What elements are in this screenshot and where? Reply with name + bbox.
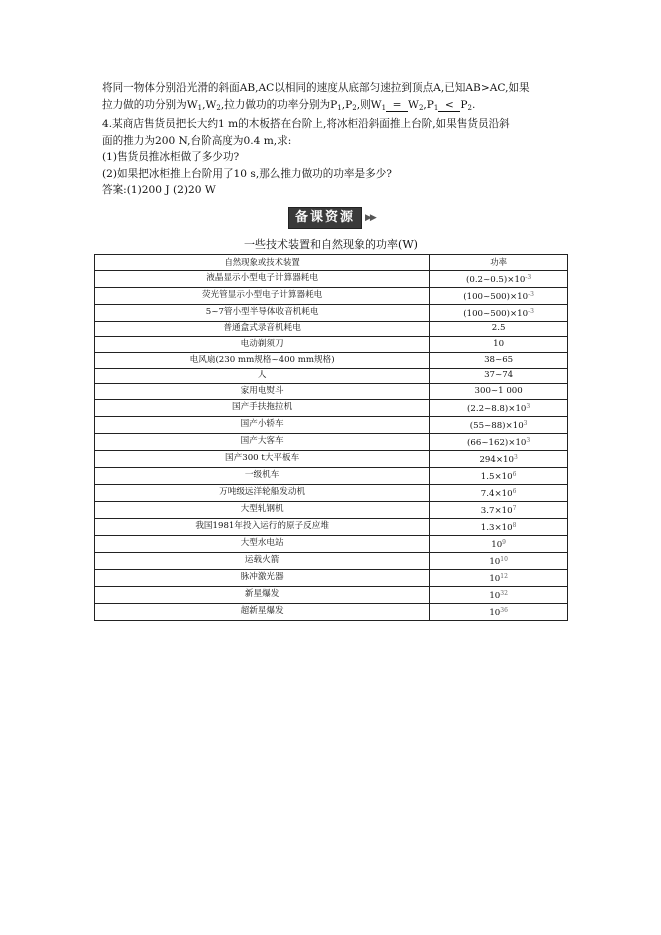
table-row — [95, 586, 568, 603]
item-cell: 我国1981年投入运行的原子反应堆 — [95, 518, 430, 535]
table-header-row — [95, 255, 568, 271]
power-cell — [430, 368, 568, 384]
power-value: 10 — [489, 590, 501, 601]
item-cell: 脉冲激光器 — [95, 569, 430, 586]
power-value: 3.7×10 — [480, 505, 513, 516]
power-exponent: 6 — [512, 487, 517, 495]
table-row — [95, 416, 568, 433]
table-row — [95, 603, 568, 620]
table-row — [95, 569, 568, 586]
text-line: (1)售货员推冰柜做了多少功? — [102, 151, 240, 163]
power-exponent: 10 — [500, 555, 508, 563]
text-line: 4.某商店售货员把长大约1 m的木板搭在台阶上,将冰柜沿斜面推上台阶,如果售货员沿斜 — [102, 118, 510, 130]
item-cell: 国产小轿车 — [95, 416, 430, 433]
power-exponent: 3 — [526, 402, 531, 410]
item-cell: 5~7管小型半导体收音机耗电 — [95, 304, 430, 321]
power-value: 7.4×10 — [480, 488, 513, 499]
power-cell — [430, 304, 568, 321]
power-cell — [430, 535, 568, 552]
power-value: 38~65 — [484, 354, 514, 365]
item-cell: 电风扇(230 mm规格~400 mm规格) — [95, 352, 430, 368]
power-exponent: 3 — [526, 436, 531, 444]
power-cell — [430, 384, 568, 400]
item-cell: 超新星爆发 — [95, 603, 430, 620]
power-exponent: 8 — [512, 521, 517, 529]
power-cell — [430, 270, 568, 287]
power-value: 10 — [489, 556, 501, 567]
column-header: 功率 — [430, 255, 568, 271]
text-line: 面的推力为200 N,台阶高度为0.4 m,求: — [102, 134, 292, 147]
answer-blank: = — [386, 99, 408, 112]
power-exponent: -3 — [525, 273, 532, 281]
table-row — [95, 501, 568, 518]
power-value: 10 — [489, 573, 501, 584]
power-cell — [430, 501, 568, 518]
power-value: 294×10 — [479, 454, 514, 465]
power-cell — [430, 484, 568, 501]
item-cell: 国产手扶拖拉机 — [95, 399, 430, 416]
item-cell: 荧光管显示小型电子计算器耗电 — [95, 287, 430, 304]
power-value: (55~88)×10 — [469, 420, 524, 431]
power-value: (2.2~8.8)×10 — [467, 403, 527, 414]
text-line: (2)如果把冰柜推上台阶用了10 s,那么推力做功的功率是多少? — [102, 167, 392, 180]
power-cell — [430, 352, 568, 368]
power-exponent: 7 — [512, 504, 517, 512]
question-text — [102, 80, 572, 199]
power-cell — [430, 569, 568, 586]
power-value: 10 — [493, 339, 505, 350]
item-cell: 国产大客车 — [95, 433, 430, 450]
power-value: 300~1 000 — [474, 386, 523, 397]
power-value: (66~162)×10 — [467, 437, 527, 448]
power-table — [94, 254, 568, 621]
table-row — [95, 287, 568, 304]
power-exponent: 12 — [500, 572, 508, 580]
power-value: 1.3×10 — [480, 522, 513, 533]
column-header: 自然现象或技术装置 — [95, 255, 430, 271]
power-exponent: -3 — [528, 290, 534, 298]
power-cell — [430, 321, 568, 337]
table-row — [95, 450, 568, 467]
power-value: (100~500)×10 — [463, 308, 529, 319]
item-cell: 大型轧钢机 — [95, 501, 430, 518]
power-cell — [430, 287, 568, 304]
section-badge — [288, 208, 375, 228]
table-row — [95, 535, 568, 552]
table-title: 一些技术装置和自然现象的功率(W) — [244, 238, 418, 251]
power-value: 37~74 — [484, 370, 514, 381]
power-exponent: 3 — [523, 419, 528, 427]
power-cell — [430, 337, 568, 353]
table-row — [95, 304, 568, 321]
item-cell: 万吨级远洋轮船发动机 — [95, 484, 430, 501]
power-cell — [430, 552, 568, 569]
power-exponent: 36 — [500, 606, 508, 614]
item-cell: 新星爆发 — [95, 586, 430, 603]
power-exponent: 32 — [500, 589, 508, 597]
table-row — [95, 399, 568, 416]
double-arrow-icon: ▶▶ — [365, 213, 375, 223]
item-cell: 液晶显示小型电子计算器耗电 — [95, 270, 430, 287]
text-line: 将同一物体分别沿光滑的斜面AB,AC以相同的速度从底部匀速拉到顶点A,已知AB>AC,如果 — [102, 82, 530, 94]
table-row — [95, 352, 568, 368]
table-row — [95, 321, 568, 337]
table-row — [95, 433, 568, 450]
power-value: 10 — [489, 607, 501, 618]
table-row — [95, 484, 568, 501]
power-cell — [430, 467, 568, 484]
power-value: 1.5×10 — [480, 471, 513, 482]
power-value: (100~500)×10 — [463, 291, 529, 302]
answer-blank: < — [438, 99, 460, 112]
item-cell: 电动剃须刀 — [95, 337, 430, 353]
table-row — [95, 518, 568, 535]
item-cell: 运载火箭 — [95, 552, 430, 569]
power-cell — [430, 603, 568, 620]
table-row — [95, 467, 568, 484]
power-exponent: 6 — [512, 470, 517, 478]
item-cell: 国产300 t大平板车 — [95, 450, 430, 467]
table-row — [95, 337, 568, 353]
item-cell: 大型水电站 — [95, 535, 430, 552]
power-exponent: 3 — [513, 453, 518, 461]
table-row — [95, 384, 568, 400]
item-cell: 普通盒式录音机耗电 — [95, 321, 430, 337]
power-value: 2.5 — [491, 323, 506, 334]
power-exponent: -3 — [528, 307, 534, 315]
item-cell: 一级机车 — [95, 467, 430, 484]
power-cell — [430, 416, 568, 433]
badge-label: 备课资源 — [288, 207, 362, 229]
table-row — [95, 270, 568, 287]
power-cell — [430, 450, 568, 467]
power-value: 10 — [491, 539, 503, 550]
table-row — [95, 552, 568, 569]
power-cell — [430, 399, 568, 416]
item-cell: 人 — [95, 368, 430, 384]
power-value: (0.2~0.5)×10 — [466, 274, 526, 285]
text-line: 拉力做的功分别为$W_1,W_2$,拉力做功的功率分别为$P_1,P_2$,则$W_1 = W_2,P_1 < P_2$. — [102, 98, 476, 112]
table-row — [95, 368, 568, 384]
answer-line: 答案:(1)200 J (2)20 W — [102, 184, 216, 196]
power-cell — [430, 586, 568, 603]
power-exponent: 9 — [502, 538, 506, 546]
power-cell — [430, 433, 568, 450]
item-cell: 家用电熨斗 — [95, 384, 430, 400]
power-cell — [430, 518, 568, 535]
